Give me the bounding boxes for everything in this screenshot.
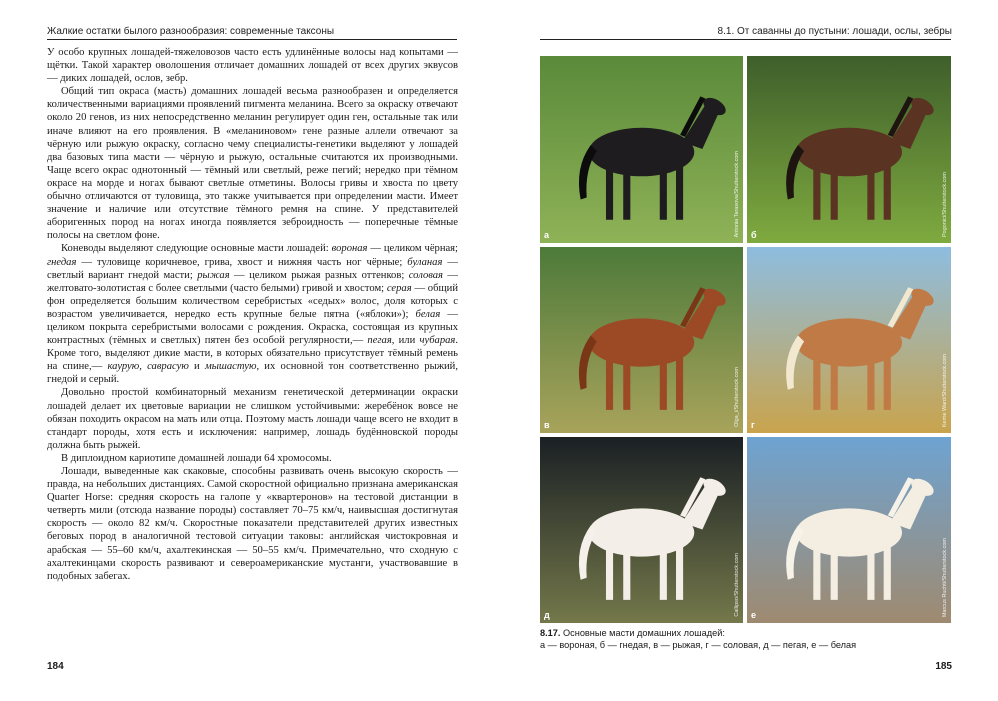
- photo-credit: Antonia Tarasova/Shutterstock.com: [734, 150, 740, 237]
- paragraph: У особо крупных лошадей-тяжеловозов часто есть удлинённые волосы над копытами — щётки. Такой характер оволошения отличает домашних лошадей от всех других эквусов — диких лошадей, ослов, зебр.: [47, 47, 458, 85]
- photo-credit: Marcus Ruchti/Shutterstock.com: [942, 537, 948, 617]
- photo-letter: а: [544, 230, 550, 240]
- body-text: [47, 46, 458, 583]
- paragraph: Довольно простой комбинаторный механизм генетической детерминации окраски лошадей делает их цветовые вариации не слишком устойчивыми: жеребёнок вовсе не обязан походить окрасом на мать или отца. Поэтому масть лошади чаще всего не входит в стандарт породы, хотя есть и исключения: например, лошадь будённовской породы должна быть рыжей.: [47, 387, 458, 451]
- photo-credit: Callipso/Shutterstock.com: [734, 553, 740, 617]
- horse-photo: [540, 437, 743, 623]
- horse-illustration: [540, 56, 743, 243]
- figure-number: 8.17.: [540, 628, 561, 638]
- horse-illustration: [540, 247, 743, 433]
- figure-title: Основные масти домашних лошадей:: [563, 628, 725, 638]
- horse-illustration: [747, 56, 951, 243]
- horse-photo: [747, 247, 951, 433]
- horse-photo: [540, 56, 743, 243]
- horse-photo: [747, 56, 951, 243]
- photo-letter: д: [544, 610, 550, 620]
- figure-legend: а — вороная, б — гнедая, в — рыжая, г — соловая, д — пегая, е — белая: [540, 640, 857, 650]
- running-head-right: 8.1. От саванны до пустыни: лошади, ослы, зебры: [717, 26, 952, 37]
- photo-letter: г: [751, 420, 755, 430]
- photo-credit: Olga_i/Shutterstock.com: [734, 367, 740, 427]
- horse-illustration: [747, 437, 951, 623]
- horse-photo: [747, 437, 951, 623]
- paragraph: Коневоды выделяют следующие основные масти лошадей: вороная — целиком чёрная; гнедая — туловище коричневое, грива, хвост и нижняя часть ног чёрные; буланая — светлый вариант гнедой масти; рыжая — целиком рыжая разных оттенков; соловая — желтовато-золотистая с более светлыми (часто белыми) гривой и хвостом; серая — общий фон определяется большим количеством серебристых «седых» волос, доля которых с возрастом увеличивается, нередко есть крупные белые пятна («яблоки»); белая — целиком покрыта серебристыми волосами с рождения. Окраска, состоящая из крупных контрастных (тёмных и светлых) пятен без особой регулярности,— пегая, или чубарая. Кроме того, выделяют дикие масти, в которых обязательно присутствует тёмный ремень на спине,— каурую, саврасую и мышастую, их основной тон соответственно рыжий, гнедой и серый.: [47, 243, 459, 386]
- photo-letter: в: [544, 420, 550, 430]
- header-rule-right: [540, 39, 951, 40]
- photo-credit: Kerrie Ward/Shutterstock.com: [942, 353, 948, 427]
- horse-illustration: [540, 437, 743, 623]
- running-head-left: Жалкие остатки былого разнообразия: современные таксоны: [47, 26, 335, 37]
- header-rule-left: [47, 39, 457, 40]
- page-number-left: 184: [47, 661, 64, 672]
- photo-letter: е: [751, 610, 757, 620]
- paragraph: В диплоидном кариотипе домашней лошади 64 хромосомы.: [61, 452, 332, 464]
- photo-letter: б: [751, 230, 757, 240]
- paragraph: Лошади, выведенные как скаковые, способны развивать очень высокую скорость — правда, на небольших дистанциях. Самой скоростной официально признана американская Quarter Horse: средняя скорость на галопе у «квартеронов» на тестовой дистанции в четверть мили (отсюда название породы) составляет 70–75 км/ч, наивысшая достигнутая скорость — около 82 км/ч. Скоростные показатели представителей других известных беговых пород в аналогичной тестовой ситуации таковы: английская чистокровная и арабская — 55–60 км/ч, ахалтекинская — 50–55 км/ч. Примечательно, что сходную с ахалтекинцами скорость развивают и североамериканские мустанги, участвовавшие в подобных забегах.: [47, 466, 458, 582]
- page-number-right: 185: [935, 661, 952, 672]
- horse-photo: [540, 247, 743, 433]
- photo-credit: Pogonici/Shutterstock.com: [942, 171, 948, 237]
- horse-illustration: [747, 247, 951, 433]
- figure-caption: [540, 627, 951, 651]
- paragraph: Общий тип окраса (масть) домашних лошадей весьма разнообразен и определяется количественными вариациями проявлений пигмента меланина. Всего за окраску отвечают около 20 генов, из них непосредственно меланин регулирует один ген, остальные так или иначе влияют на его проявления. В «меланиновом» гене разные аллели отвечают за чёрную или рыжую окраску, согласно чему специалисты-генетики выделяют у лошадей два базовых типа масти — чёрную и рыжую, остальные считаются их производными. Чаще всего окрас однотонный — тёмный или светлый, реже пегий; нередко при тёмном окрасе на морде и ногах бывают светлые отметины. Волосы гривы и хвоста по цвету обычно отличаются от туловища, это также учитывается при определении масти. Имеет значение и наличие или отсутствие тёмного ремня на спине. У представителей аборигенных пород на ногах иногда появляется зеброидность — поперечные тёмные полосы на светлом фоне.: [47, 86, 458, 242]
- right-page: [499, 0, 998, 701]
